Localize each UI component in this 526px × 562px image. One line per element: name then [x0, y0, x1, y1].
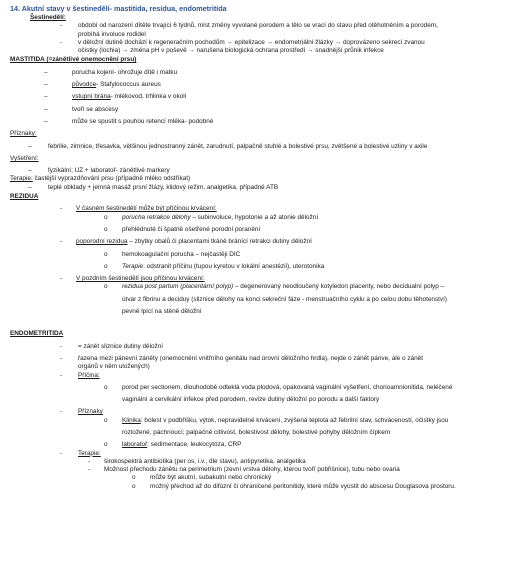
- list-item: – může se spustit s pouhou retencí mléka- podobné: [44, 117, 214, 125]
- sub-item: o Klinika: bolest v podbřišku, výtok, nepravidelné krvácení, zvýšená teplota až febrilní stav, schváceností, očistky jsou: [104, 416, 449, 424]
- list-item: - V pozdním šestinedělí jsou příčinou krvácení:: [60, 275, 205, 283]
- sub-item-cont: útvar z fibrinu a deciduy (sliznice dělohy na konci sekreční fáze - menstruačního cyklu a po celou dobu těhotenství): [122, 295, 448, 303]
- list-item: - Terapie:: [60, 449, 101, 457]
- residua-heading: REZIDUA: [10, 193, 39, 201]
- page-title: 14. Akutní stavy v šestinedělí- mastitida, residua, endometritida: [10, 4, 227, 13]
- puerperium-heading: Šestinedělí:: [30, 14, 66, 21]
- list-item: - v děložní dutině dochází k regeneračním pochodům → epitelizace → endometriální žlázky → doprovázeno sekrecí zvanou: [60, 38, 425, 46]
- list-item: – fyzikální; UZ + laboratoř- zánětlivé markery: [28, 167, 170, 175]
- sub-item: o rezidua post partum (placentární polyp) – degenerovaný neodloučený kotyledon placenty, nebo decidualní polyp –: [104, 283, 445, 291]
- sub-item: o laboratoř: sedimentace, leukocytóza, CRP: [104, 441, 242, 449]
- list-item: - V časném šestinedělí může být příčinou krvácení:: [60, 205, 217, 213]
- sub-item: - Možnost přechodu zánětu na perimetrium (zevní vrstva dělohy, kterou tvoří pobřišnice), tubu nebo ovaria: [88, 466, 400, 474]
- list-item: – vstupní brána- mlékovod, trhlinka v okolí: [44, 93, 187, 101]
- endometritis-heading: ENDOMETRITIDA: [10, 330, 64, 338]
- sub-sub-item: o může být akutní, subakutní nebo chronický: [132, 474, 272, 482]
- list-item-cont: očistky (lochia) → změna pH v poševě → narušena biologická ochrana prostředí → snadnější průnik infekce: [78, 47, 384, 55]
- diagnosis-heading: Vyšetření:: [10, 154, 39, 162]
- sub-item-cont: pevně lpící na stěně děložní: [122, 308, 202, 316]
- list-item: - = zánět sliznice dutiny děložní: [60, 342, 164, 350]
- sub-item: - širokospektrá antibiotika (per os, i.v., dle stavu), antipyretika, analgetika: [88, 457, 306, 465]
- sub-sub-item: o možný přechod až do difúzní či ohraničené peritonitidy, které může vyústit do abscesu Douglasova prostoru.: [132, 482, 456, 490]
- sub-item: o Terapie: odstranit příčinu (tupou kyretou v lokální anestézii), uterotonika: [104, 262, 325, 270]
- list-item: - Příznaky: [60, 408, 103, 416]
- sub-item-cont: vaginální a cervikální infekce před porodem, revize dutiny děložní po porodu a další faktory: [122, 396, 380, 404]
- list-item: – febrilie, zimnice, třesavka, většinou jednostranný zánět, zarudnutí, palpačně stuhlé a bolestivé prsu, zvětšené a bolestivé uzliny v axile: [28, 142, 428, 150]
- sub-item: o přehlédnuté či špatně ošetřené porodní poranění: [104, 225, 261, 233]
- therapy-line: Terapie: častější vyprazdňování prsu (případně mléko odstříkat): [10, 175, 191, 183]
- list-item: – teplé obklady + jemná masáž prsní žlázy, klidový režim, analgetika, případně ATB: [28, 183, 279, 191]
- sub-item: o hemokoagulační porucha – nejčastěji DIC: [104, 250, 241, 258]
- list-item: - poporodní rezidua – zbytky obalů či placentami tkáně bránící retrakci dutiny děložní: [60, 238, 312, 246]
- list-item: – původce- Stafylococcus aureus: [44, 81, 161, 89]
- list-item-cont: probíhá involuce rodidel: [78, 30, 146, 38]
- list-item-cont: orgánů v něm uložených): [78, 363, 150, 371]
- list-item: – porucha kojení- ohrožuje dítě i matku: [44, 68, 178, 76]
- sub-item: o porucha retrakce dělohy – subinvoluce, hypotonie a až atonie děložní: [104, 213, 319, 221]
- list-item: - řazena mezi pánevní záněty (onemocnění vnitřního genitálu nad úrovní děložního hrdla), nejde o zánět pánve, ale o zánět: [60, 354, 423, 362]
- list-item: - období od narození dítěte trvající 6 týdnů, míst změny vyvolané porodem a tělo se vrací do stavu před otěhotněním a porodem,: [60, 22, 438, 30]
- mastitis-heading: MASTITIDA (=zánětlivé onemocnění prsu): [10, 56, 137, 64]
- symptoms-heading: Příznaky:: [10, 130, 37, 138]
- sub-item-cont: rozložené, páchnoucí; palpačně citlivost, bolestivost dělohy, bolestivé pohyby děložním čípkem: [122, 428, 391, 436]
- list-item: - Příčina:: [60, 371, 100, 379]
- sub-item: o porod per sectionem, dlouhodobě odteklá voda plodová, opakovaná vaginální vyšetření, chorioamnionitida, neléčené: [104, 383, 453, 391]
- list-item: – tvoří se abscesy: [44, 105, 119, 113]
